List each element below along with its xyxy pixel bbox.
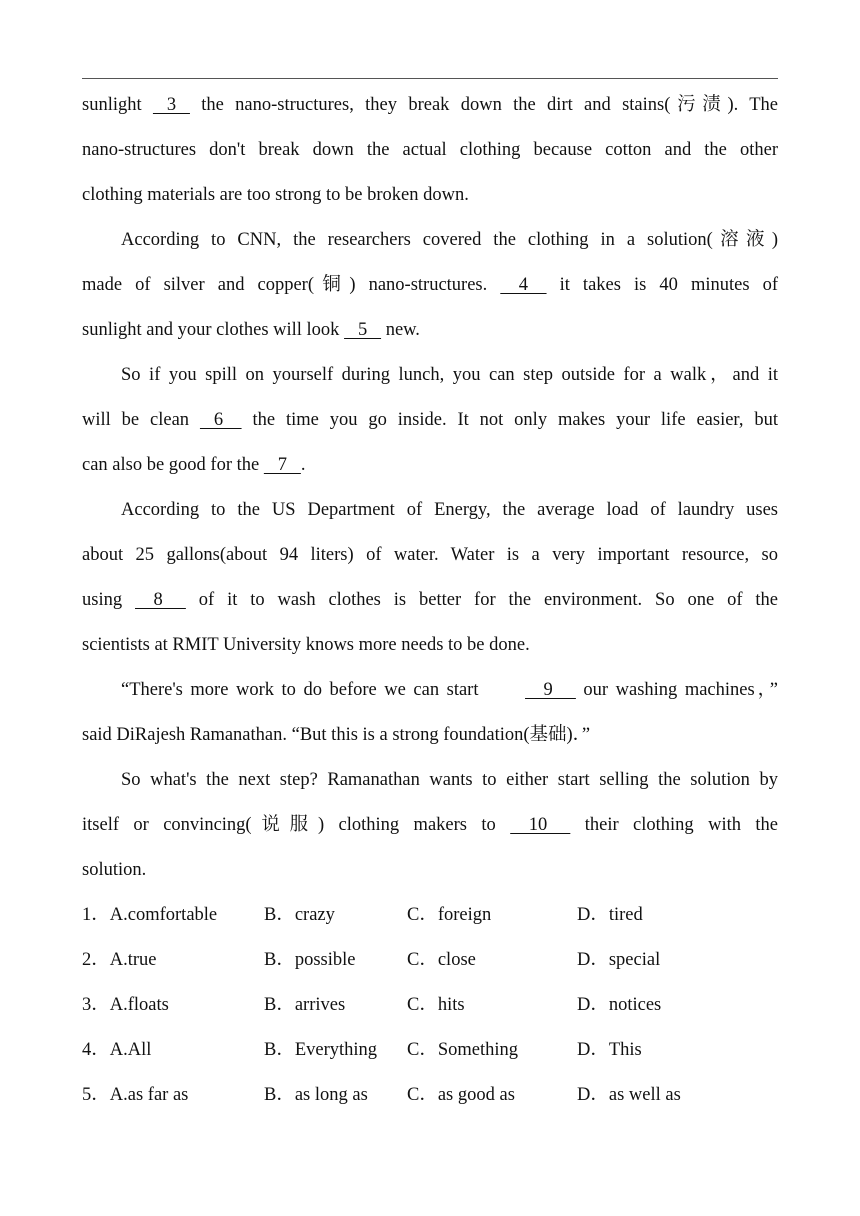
blank-9[interactable]: 9 (525, 680, 576, 700)
option-b[interactable]: B．as long as (264, 1085, 368, 1105)
option-c[interactable]: C．close (407, 950, 476, 970)
text-line: about 25 gallons(about 94 liters) of water. Water is a very important resource, so (82, 545, 778, 565)
blank-6[interactable]: 6 (199, 410, 242, 430)
text: the nano-structures, they break down the dirt and stains(污渍). The (189, 95, 778, 115)
option-d[interactable]: D．This (577, 1040, 642, 1060)
option-b[interactable]: B．possible (264, 950, 356, 970)
options-table (82, 893, 777, 1118)
question-number: 4． (82, 1040, 110, 1060)
text: our washing machines，” (575, 680, 778, 700)
question-4-options (82, 1028, 777, 1073)
blank-4[interactable]: 4 (500, 275, 547, 295)
question-number: 2． (82, 950, 110, 970)
text: made of silver and copper(铜) nano-structures. (82, 275, 501, 295)
paragraph-2 (82, 218, 778, 353)
option-c[interactable]: C．Something (407, 1040, 519, 1060)
option-d[interactable]: D．tired (577, 905, 643, 925)
text-line: clothing materials are too strong to be broken down. (82, 185, 469, 205)
paragraph-3 (82, 353, 778, 488)
text: “There's more work to do before we can start (121, 680, 487, 700)
option-b[interactable]: B．crazy (264, 905, 335, 925)
text: can also be good for the (82, 455, 264, 475)
text: the time you go inside. It not only makes your life easier, but (241, 410, 778, 430)
paragraph-5 (82, 668, 778, 758)
text: sunlight and your clothes will look (82, 320, 345, 340)
text: of it to wash clothes is better for the environment. So one of the (185, 590, 778, 610)
paragraph-6 (82, 758, 778, 893)
text: sunlight (82, 95, 153, 115)
option-a[interactable]: A.All (109, 1040, 152, 1060)
blank-8[interactable]: 8 (135, 590, 186, 610)
text-line: So if you spill on yourself during lunch, you can step outside for a walk，and it (121, 365, 778, 385)
question-3-options (82, 983, 777, 1028)
option-b[interactable]: B．Everything (264, 1040, 378, 1060)
option-c[interactable]: C．as good as (407, 1085, 515, 1105)
option-a[interactable]: A.true (109, 950, 157, 970)
question-number: 1． (82, 905, 110, 925)
question-5-options (82, 1073, 777, 1118)
option-b[interactable]: B．arrives (264, 995, 346, 1015)
text-line: So what's the next step? Ramanathan wants to either start selling the solution by (121, 770, 778, 790)
text: using (82, 590, 135, 610)
blank-7[interactable]: 7 (263, 455, 301, 475)
paragraph-4 (82, 488, 778, 668)
question-2-options (82, 938, 777, 983)
text-line: said DiRajesh Ramanathan. “But this is a strong foundation(基础)．” (82, 725, 591, 745)
option-d[interactable]: D．notices (577, 995, 662, 1015)
text: itself or convincing(说服) clothing makers to (82, 815, 511, 835)
paragraph-1 (82, 83, 778, 218)
passage (82, 83, 778, 1118)
text: it takes is 40 minutes of (546, 275, 778, 295)
question-number: 5． (82, 1085, 110, 1105)
text: will be clean (82, 410, 200, 430)
text-line: solution. (82, 860, 147, 880)
text: new. (381, 320, 420, 340)
text-line: scientists at RMIT University knows more needs to be done. (82, 635, 530, 655)
option-c[interactable]: C．hits (407, 995, 465, 1015)
option-a[interactable]: A.floats (109, 995, 169, 1015)
option-d[interactable]: D．as well as (577, 1085, 681, 1105)
text-line: According to the US Department of Energy, the average load of laundry uses (121, 500, 778, 520)
question-number: 3． (82, 995, 110, 1015)
text: . (300, 455, 306, 475)
text-line: According to CNN, the researchers covered the clothing in a solution(溶液) (121, 230, 778, 250)
blank-5[interactable]: 5 (344, 320, 382, 340)
option-a[interactable]: A.comfortable (109, 905, 218, 925)
text: their clothing with the (570, 815, 778, 835)
question-1-options (82, 893, 777, 938)
text-line: nano-structures don't break down the actual clothing because cotton and the other (82, 140, 778, 160)
blank-10[interactable]: 10 (510, 815, 571, 835)
option-a[interactable]: A.as far as (109, 1085, 189, 1105)
blank-3[interactable]: 3 (152, 95, 190, 115)
option-c[interactable]: C．foreign (407, 905, 492, 925)
header-rule (82, 78, 778, 79)
option-d[interactable]: D．special (577, 950, 661, 970)
